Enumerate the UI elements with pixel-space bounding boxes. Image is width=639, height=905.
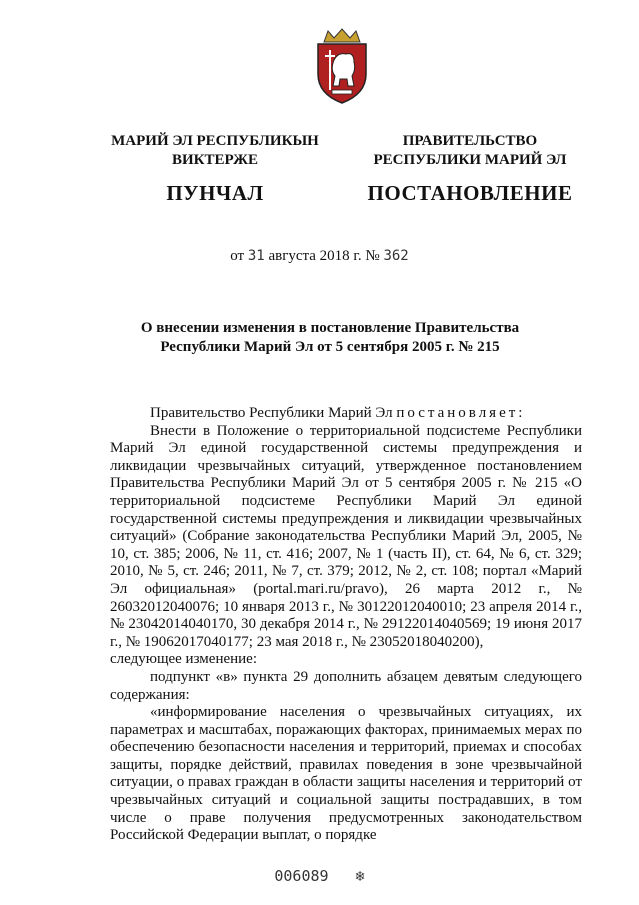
paragraph-quote: «информирование населения о чрезвычайных ситуациях, их параметрах и масштабах, поражающих факторах, принимаемых мерах по обеспечению безопасности населения и территорий, приемах и способах защиты, порядке действий, правилах поведения в зоне чрезвычайной ситуации, о правах граждан в области защиты населения и территорий от чрезвычайных ситуаций и социальной защиты пострадавших, в том числе о праве получения предусмотренных законодательством Российской Федерации выплат, о порядке — [110, 704, 582, 844]
paragraph-subclause: подпункт «в» пункта 29 дополнить абзацем девятым следующего содержания: — [110, 668, 582, 703]
document-date-line — [0, 248, 639, 265]
snowflake-icon: ❄ — [355, 867, 365, 885]
document-body — [110, 405, 582, 845]
serial-number: 006089 — [274, 867, 329, 885]
date-day: 31 — [247, 248, 265, 264]
date-month-year: августа 2018 г. № — [268, 248, 380, 264]
header-right-title: ПОСТАНОВЛЕНИЕ — [367, 181, 573, 205]
crown-icon — [324, 29, 360, 42]
paragraph-resolution: Правительство Республики Марий Эл постановляет: — [150, 405, 523, 421]
header-left-line2: ВИКТЕРЖЕ — [171, 152, 259, 168]
coat-of-arms-emblem — [310, 26, 374, 106]
header-right-line1: ПРАВИТЕЛЬСТВО — [402, 133, 538, 149]
subject-line2: Республики Марий Эл от 5 сентября 2005 г. № 215 — [160, 339, 500, 355]
page-footer — [0, 867, 639, 885]
paragraph-amendment-tail: следующее изменение: — [110, 651, 258, 668]
paragraph-amendment: Внести в Положение о территориальной подсистеме Республики Марий Эл единой государственной системы предупреждения и ликвидации чрезвычайных ситуаций, утвержденное постановлением Правительства Республики Марий Эл от 5 сентября 2005 г. № 215 «О территориальной подсистеме Республики Марий Эл единой государственной системы предупреждения и ликвидации чрезвычайных ситуаций» (Собрание законодательства Республики Марий Эл, 2005, № 10, ст. 385; 2006, № 11, ст. 416; 2007, № 1 (часть II), ст. 64, № 6, ст. 329; 2010, № 5, ст. 246; 2011, № 7, ст. 379; 2012, № 2, ст. 108; портал «Марий Эл официальная» (portal.mari.ru/pravo), 26 марта 2012 г., № 26032012040076; 10 января 2013 г., № 30122012040010; 23 апреля 2014 г., № 23042014040170, 30 декабря 2014 г., № 29122014040569; 19 июня 2017 г., № 19062017040177; 23 мая 2018 г., № 23052018040200), — [110, 422, 582, 650]
document-subject — [100, 319, 560, 357]
document-number: 362 — [383, 248, 409, 264]
resolves-word: постановляет — [396, 405, 519, 421]
header-left-title: ПУНЧАЛ — [166, 181, 264, 205]
date-prefix: от — [230, 248, 245, 264]
subject-line1: О внесении изменения в постановление Правительства — [140, 320, 520, 336]
header-left-block — [90, 132, 340, 206]
header-right-block — [355, 132, 585, 206]
header-right-line2: РЕСПУБЛИКИ МАРИЙ ЭЛ — [373, 152, 567, 168]
header-left-line1: МАРИЙ ЭЛ РЕСПУБЛИКЫН — [111, 133, 319, 149]
